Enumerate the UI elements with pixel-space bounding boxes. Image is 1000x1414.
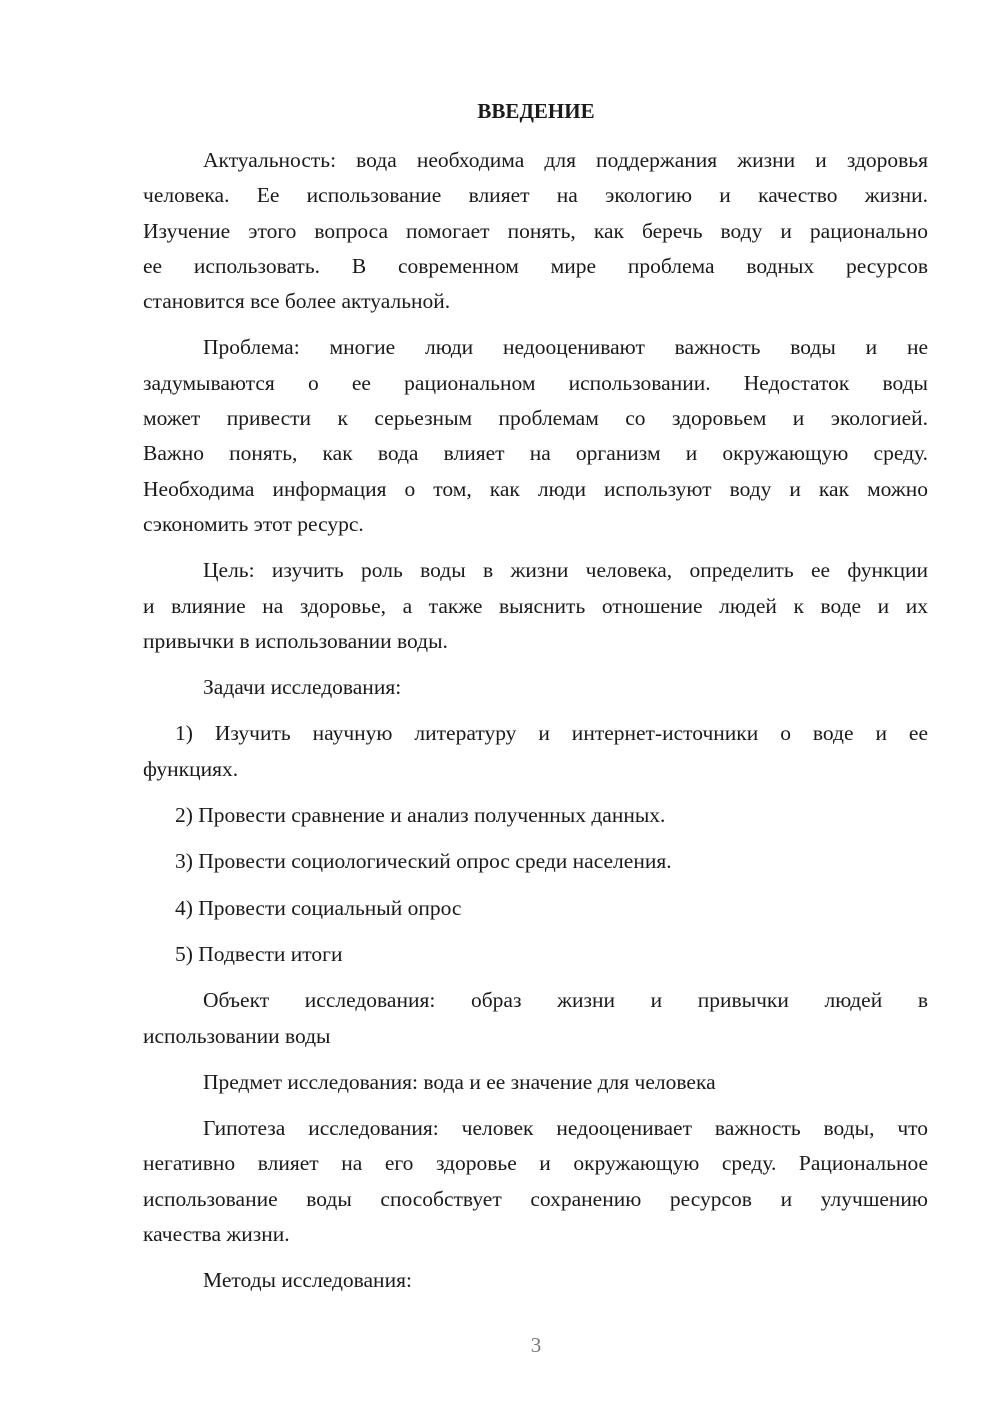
paragraph: [143, 1263, 928, 1298]
text-line: Проблема: многие люди недооценивают важность воды и не: [203, 335, 928, 360]
page-number: 3: [530, 1333, 542, 1357]
text-line: качества жизни.: [143, 1222, 290, 1247]
document-body: [143, 143, 928, 1310]
text-line: 3) Провести социологический опрос среди населения.: [175, 849, 672, 874]
paragraph: [143, 1065, 928, 1100]
list-item: [143, 798, 928, 833]
text-line: использовании воды: [143, 1023, 331, 1048]
text-line: привычки в использовании воды.: [143, 628, 448, 653]
list-item: [143, 844, 928, 879]
list-item: [143, 891, 928, 926]
paragraph: [143, 1111, 928, 1252]
text-line: негативно влияет на его здоровье и окружающую среду. Рациональное: [143, 1151, 928, 1176]
text-line: становится все более актуальной.: [143, 289, 451, 314]
list-item: [143, 937, 928, 972]
text-line: функциях.: [143, 756, 239, 781]
text-line: Предмет исследования: вода и ее значение для человека: [203, 1069, 716, 1094]
text-line: сэкономить этот ресурс.: [143, 511, 364, 536]
paragraph: [143, 553, 928, 659]
text-line: человека. Ее использование влияет на экологию и качество жизни.: [143, 183, 928, 208]
text-line: может привести к серьезным проблемам со здоровьем и экологией.: [143, 406, 928, 431]
section-title: ВВЕДЕНИЕ: [477, 99, 595, 123]
text-line: Объект исследования: образ жизни и привычки людей в: [203, 988, 928, 1013]
paragraph: [143, 143, 928, 319]
text-line: Важно понять, как вода влияет на организм и окружающую среду.: [143, 441, 928, 466]
text-line: задумываются о ее рациональном использовании. Недостаток воды: [143, 370, 928, 395]
text-line: ее использовать. В современном мире проблема водных ресурсов: [143, 253, 928, 278]
text-line: Гипотеза исследования: человек недооценивает важность воды, что: [203, 1116, 928, 1141]
text-line: использование воды способствует сохранению ресурсов и улучшению: [143, 1186, 928, 1211]
text-line: 1) Изучить научную литературу и интернет-источники о воде и ее: [175, 721, 928, 746]
text-line: Изучение этого вопроса помогает понять, как беречь воду и рационально: [143, 218, 928, 243]
list-item: [143, 716, 928, 787]
text-line: Цель: изучить роль воды в жизни человека, определить ее функции: [203, 558, 928, 583]
paragraph: [143, 330, 928, 542]
text-line: Задачи исследования:: [203, 675, 402, 700]
text-line: 5) Подвести итоги: [175, 941, 343, 966]
paragraph: [143, 983, 928, 1054]
text-line: Необходима информация о том, как люди используют воду и как можно: [143, 476, 928, 501]
paragraph: [143, 670, 928, 705]
text-line: 2) Провести сравнение и анализ полученных данных.: [175, 803, 666, 828]
text-line: и влияние на здоровье, а также выяснить отношение людей к воде и их: [143, 593, 928, 618]
text-line: 4) Провести социальный опрос: [175, 895, 462, 920]
text-line: Актуальность: вода необходима для поддержания жизни и здоровья: [203, 148, 928, 172]
text-line: Методы исследования:: [203, 1268, 412, 1293]
